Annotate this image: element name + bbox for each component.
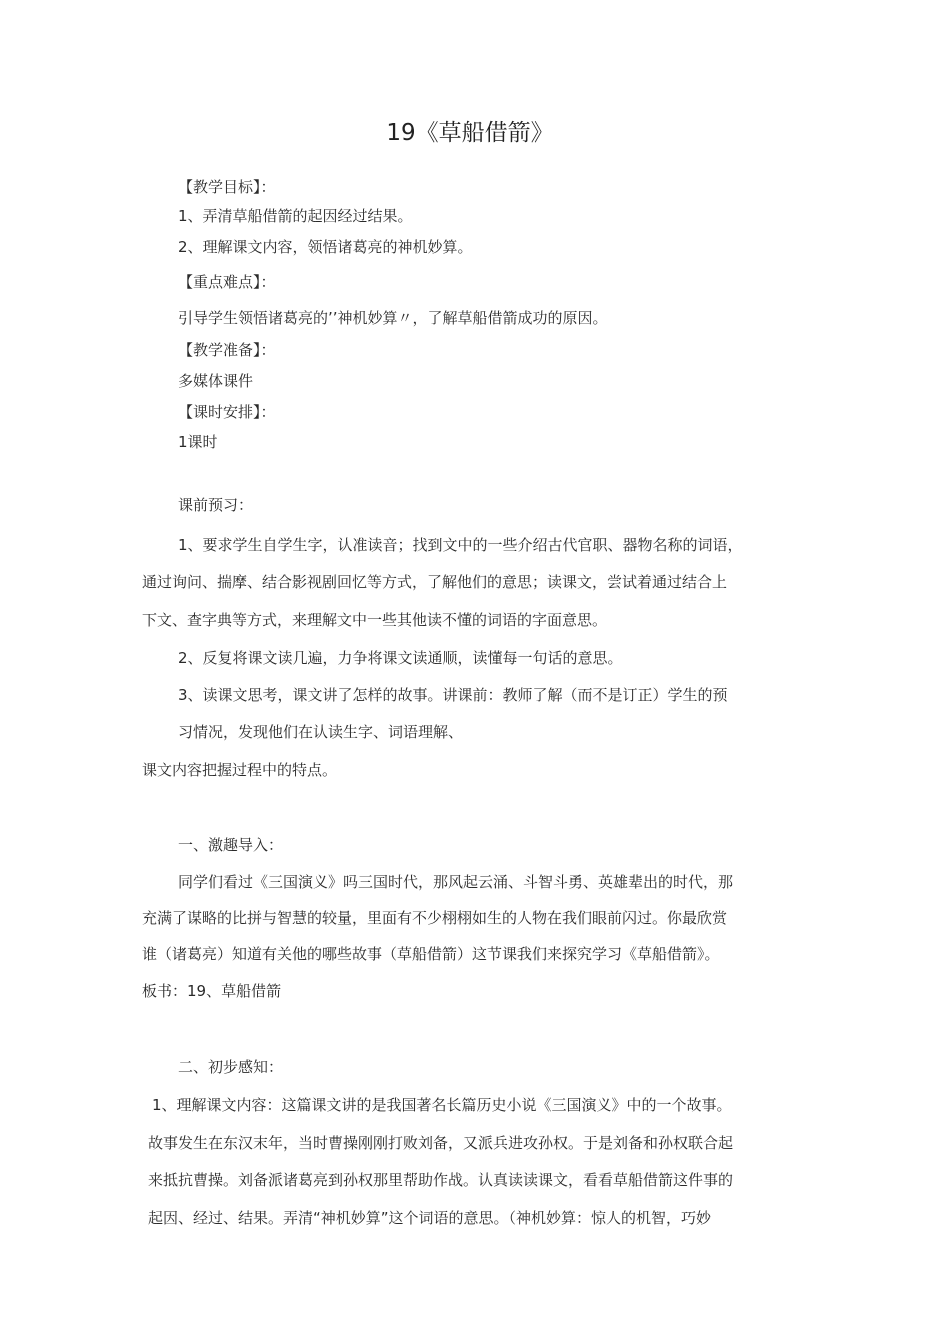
- preview-line: 课文内容把握过程中的特点。: [142, 761, 338, 779]
- heading-intro: 一、激趣导入：: [178, 836, 284, 854]
- preview-line: 通过询问、揣摩、结合影视剧回忆等方式，了解他们的意思；读课文，尝试着通过结合上: [142, 573, 728, 591]
- board-note: 板书：19、草船借箭: [142, 982, 282, 1000]
- heading-teaching-goals: 【教学目标】：: [178, 178, 276, 196]
- preview-line: 1、要求学生自学生字，认准读音；找到文中的一些介绍古代官职、器物名称的词语，: [178, 536, 743, 554]
- perception-line: 故事发生在东汉末年，当时曹操刚刚打败刘备，又派兵进攻孙权。于是刘备和孙权联合起: [148, 1134, 734, 1152]
- key-points-text: 引导学生领悟诸葛亮的’’神机妙算〃，了解草船借箭成功的原因。: [178, 309, 608, 327]
- heading-schedule: 【课时安排】：: [178, 403, 276, 421]
- preview-line: 2、反复将课文读几遍，力争将课文读通顺，读懂每一句话的意思。: [178, 649, 623, 667]
- perception-line: 1、理解课文内容：这篇课文讲的是我国著名长篇历史小说《三国演义》中的一个故事。: [152, 1096, 732, 1114]
- heading-preparation: 【教学准备】：: [178, 341, 276, 359]
- intro-line: 同学们看过《三国演义》吗三国时代，那风起云涌、斗智斗勇、英雄辈出的时代，那: [178, 873, 734, 891]
- intro-line: 谁（诸葛亮）知道有关他的哪些故事（草船借箭）这节课我们来探究学习《草船借箭》。: [142, 945, 720, 963]
- heading-perception: 二、初步感知：: [178, 1058, 284, 1076]
- preparation-text: 多媒体课件: [178, 372, 254, 390]
- preview-line: 习情况，发现他们在认读生字、词语理解、: [178, 723, 464, 741]
- preview-line: 3、读课文思考，课文讲了怎样的故事。讲课前：教师了解（而不是订正）学生的预: [178, 686, 728, 704]
- schedule-text: 1课时: [178, 433, 218, 451]
- perception-line: 起因、经过、结果。弄清“神机妙算”这个词语的意思。（神机妙算：惊人的机智，巧妙: [148, 1209, 712, 1227]
- goal-item-1: 1、弄清草船借箭的起因经过结果。: [178, 207, 413, 225]
- page-title: 19《草船借箭》: [386, 120, 554, 146]
- perception-line: 来抵抗曹操。刘备派诸葛亮到孙权那里帮助作战。认真读读课文，看看草船借箭这件事的: [148, 1171, 734, 1189]
- intro-line: 充满了谋略的比拼与智慧的较量，里面有不少栩栩如生的人物在我们眼前闪过。你最欣赏: [142, 909, 728, 927]
- goal-item-2: 2、理解课文内容，领悟诸葛亮的神机妙算。: [178, 238, 473, 256]
- heading-preview: 课前预习：: [178, 496, 254, 514]
- preview-line: 下文、查字典等方式，来理解文中一些其他读不懂的词语的字面意思。: [142, 611, 608, 629]
- heading-key-points: 【重点难点】：: [178, 273, 276, 291]
